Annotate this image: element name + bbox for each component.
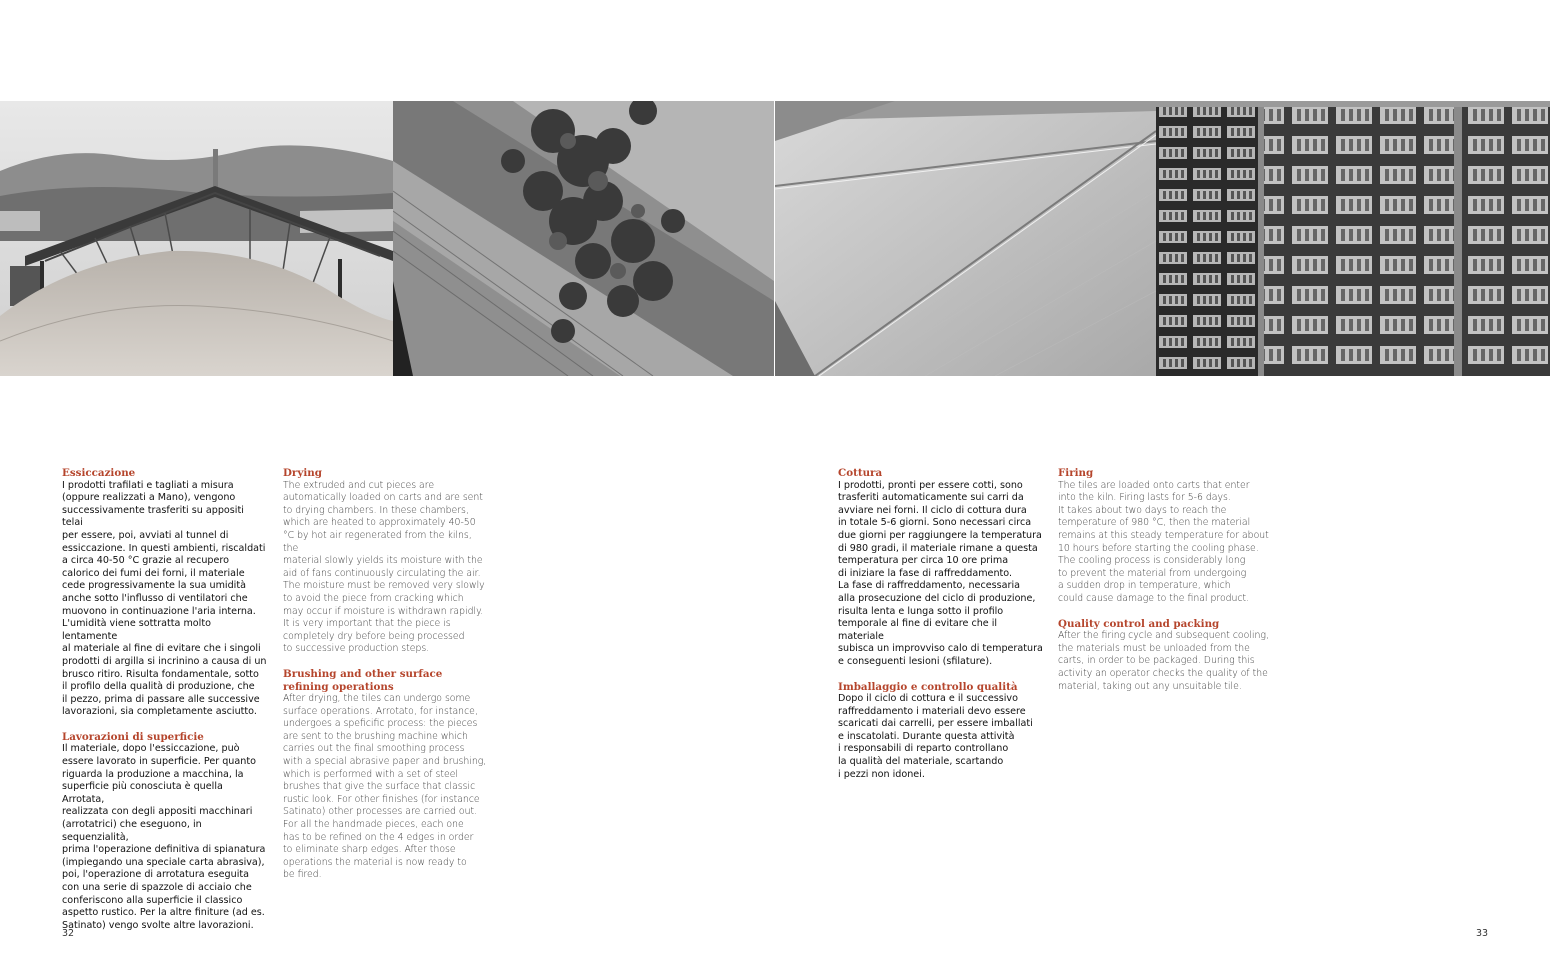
left-english-column [283,467,488,894]
photo-strip [0,101,1550,376]
right-english-column [1058,467,1273,705]
section-text-quality-control: After the firing cycle and subsequent cooling, the materials must be unloaded from the carts, in order to be packaged. During this activity an operator checks the quality of the material, taking out any unsuitable tile. [1058,630,1269,692]
page-number-right: 33 [1476,928,1489,939]
section-title-drying: Drying [283,467,322,479]
section-text-lavorazioni: Il materiale, dopo l'essiccazione, può essere lavorato in superficie. Per quanto riguarda la produzione a macchina, la superficie più conosciuta è quella Arrotata, realizzata con degli appositi macchinari (arrotatrici) che eseguono, in sequenzialità, prima l'operazione definitiva di spianatura (impiegando una speciale carta abrasiva), poi, l'operazione di arrotatura eseguita con una serie di spazzole di acciaio che conferiscono alla superficie il classico aspetto rustico. Per la altre finiture (ad es. Satinato) vengo svolte altre lavorazioni. [62,743,266,931]
drying-shed-photo [0,101,393,376]
right-italian-column [838,467,1043,793]
section-text-essiccazione: I prodotti trafilati e tagliati a misura (oppure realizzati a Mano), vengono successivamente trasferiti su appositi telai per essere, poi, avviati al tunnel di essiccazione. In questi ambienti, riscaldati a circa 40-50 °C grazie al recupero calorico dei fumi dei forni, il materiale cede progressivamente la sua umidità anche sotto l'influsso di ventilatori che muovono in continuazione l'aria interna. L'umidità viene sottratta molto lentamente al materiale al fine di evitare che i singoli prodotti di argilla si incrinino a causa di un brusco ritiro. Risulta fondamentale, sotto il profilo della qualità di produzione, che il pezzo, prima di passare alle successive lavorazioni, sia completamente asciutto. [62,479,267,718]
section-title-essiccazione: Essiccazione [62,467,136,479]
section-title-lavorazioni: Lavorazioni di superficie [62,730,204,743]
section-text-imballaggio: Dopo il ciclo di cottura e il successivo raffreddamento i materiali devo essere scaricati dai carrelli, per essere imballati e inscatolati. Durante questa attività i responsabili di reparto controllano la qualità del materiale, scartando i pezzi non idonei. [838,693,1033,780]
section-text-firing: The tiles are loaded onto carts that enter into the kiln. Firing lasts for 5-6 days. It takes about two days to reach the temperature of 980 °C, then the material remains at this steady temperature for about 10 hours before starting the cooling phase. The cooling process is considerably long to prevent the material from undergoing a sudden drop in temperature, which could cause damage to the final product. [1058,479,1269,604]
tile-carts-kiln-photo [1156,101,1550,376]
section-text-drying: The extruded and cut pieces are automatically loaded on carts and are sent to drying chambers. In these chambers, which are heated to approximately 40-50 °C by hot air regenerated from the kilns, the material slowly yields its moisture with the aid of fans continuously circulating the air. The moisture must be removed very slowly to avoid the piece from cracking which may occur if moisture is withdrawn rapidly. It is very important that the piece is completely dry before being processed to successive production steps. [283,479,485,655]
section-title-cottura: Cottura [838,467,883,479]
section-title-brushing: Brushing and other surface refining operations [283,667,443,693]
page-number-left: 32 [62,928,75,939]
section-text-cottura: I prodotti, pronti per essere cotti, sono trasferiti automaticamente sui carri da avviare nei forni. Il ciclo di cottura dura in totale 5-6 giorni. Sono necessari circa due giorni per raggiungere la temperatura di 980 gradi, il materiale rimane a questa temperatura per circa 10 ore prima di iniziare la fase di raffreddamento. La fase di raffreddamento, necessaria alla prosecuzione del ciclo di produzione, risulta lenta e lunga sotto il profilo temporale al fine di evitare che il materiale subisca un improvviso calo di temperatura e conseguenti lesioni (sfilature). [838,479,1043,667]
section-title-firing: Firing [1058,467,1094,479]
section-title-imballaggio: Imballaggio e controllo qualità [838,680,1018,693]
tiles-surface-photo [775,101,1156,376]
section-text-brushing: After drying, the tiles can undergo some surface operations. Arrotato, for instance, undergoes a speficific process: the pieces are sent to the brushing machine which carries out the final smoothing process with a special abrasive paper and brushing, which is performed with a set of steel brushes that give the surface that classic rustic look. For other finishes (for instance Satinato) other processes are carried out. For all the handmade pieces, each one has to be refined on the 4 edges in order to eliminate sharp edges. After those operations the material is now ready to be fired. [283,693,487,881]
left-italian-column [62,467,267,944]
section-title-quality-control: Quality control and packing [1058,617,1220,630]
clay-crumbs-conveyor-photo [393,101,774,376]
